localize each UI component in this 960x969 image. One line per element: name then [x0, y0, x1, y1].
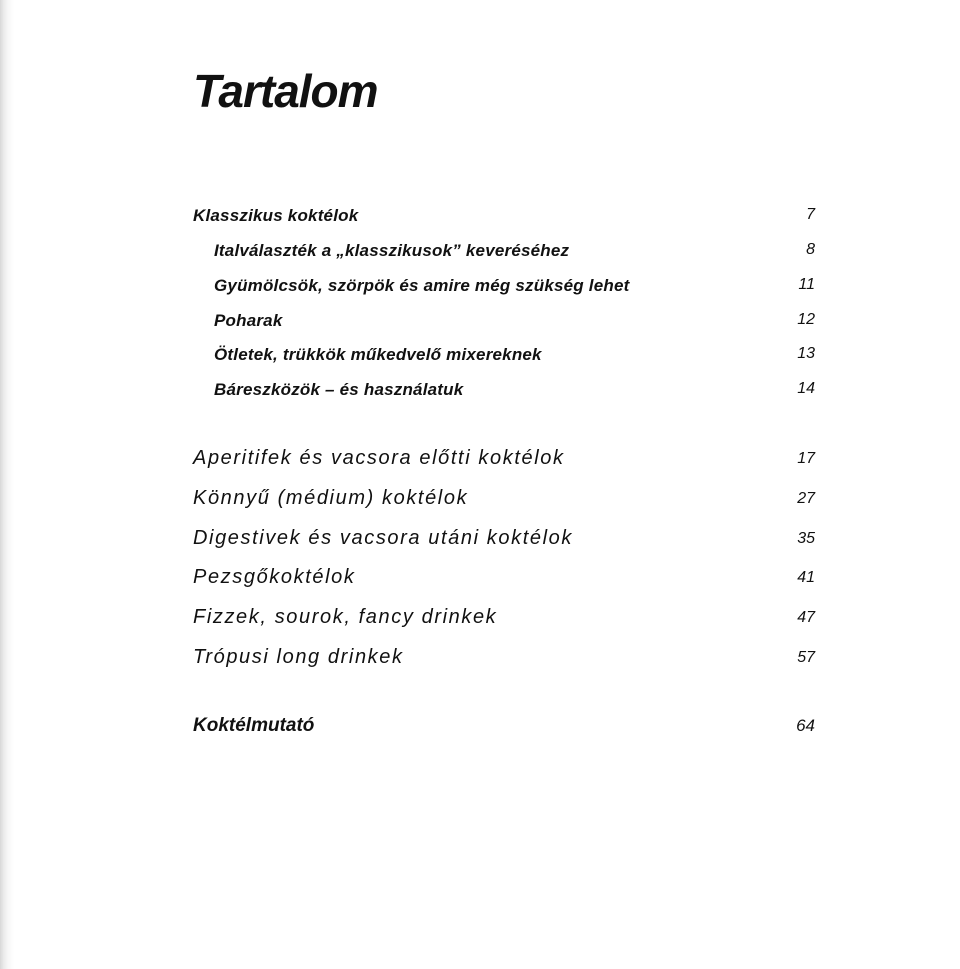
toc-entry-page: 14 [797, 380, 815, 397]
toc-entry-page: 7 [806, 206, 815, 223]
toc-entry-label: Gyümölcsök, szörpök és amire még szükség lehet [214, 276, 630, 295]
toc-entry-page: 11 [798, 276, 815, 293]
toc-entry-label: Klasszikus koktélok [193, 206, 359, 225]
toc-entry-label: Trópusi long drinkek [193, 646, 404, 668]
toc-entry-page: 47 [797, 609, 815, 626]
toc-entry[interactable] [0, 346, 960, 376]
toc-entry-label: Ötletek, trükkök műkedvelő mixereknek [214, 345, 542, 364]
toc-entry-page: 64 [796, 716, 815, 735]
toc-entry[interactable] [0, 242, 960, 272]
toc-entry-page: 57 [797, 649, 815, 666]
toc-entry[interactable] [0, 647, 960, 677]
toc-entry[interactable] [0, 381, 960, 411]
toc-entry[interactable] [0, 488, 960, 518]
page-title: Tartalom [193, 65, 378, 117]
toc-entry-label: Pezsgőkoktélok [193, 566, 356, 588]
toc-entry-page: 8 [806, 241, 815, 258]
toc-entry-page: 27 [797, 490, 815, 507]
toc-entry[interactable] [0, 528, 960, 558]
toc-entry-label: Fizzek, sourok, fancy drinkek [193, 606, 498, 628]
toc-entry[interactable] [0, 716, 960, 746]
toc-entry-page: 13 [797, 345, 815, 362]
toc-entry-label: Poharak [214, 311, 283, 330]
toc-entry-page: 17 [797, 450, 815, 467]
toc-entry-label: Koktélmutató [193, 715, 315, 736]
toc-entry-page: 35 [797, 530, 815, 547]
toc-entry-page: 12 [797, 311, 815, 328]
toc-entry[interactable] [0, 312, 960, 342]
toc-entry[interactable] [0, 277, 960, 307]
toc-entry[interactable] [0, 448, 960, 478]
toc-entry-label: Könnyű (médium) koktélok [193, 487, 469, 509]
toc-entry-label: Aperitifek és vacsora előtti koktélok [193, 447, 565, 469]
toc-entry-label: Digestivek és vacsora utáni koktélok [193, 527, 573, 549]
toc-entry[interactable] [0, 567, 960, 597]
toc-entry-label: Báreszközök – és használatuk [214, 380, 464, 399]
toc-entry[interactable] [0, 607, 960, 637]
page-binding-edge [0, 0, 14, 969]
toc-entry[interactable] [0, 207, 960, 237]
toc-entry-label: Italválaszték a „klasszikusok” keveréséhez [214, 241, 570, 260]
toc-entry-page: 41 [797, 569, 815, 586]
